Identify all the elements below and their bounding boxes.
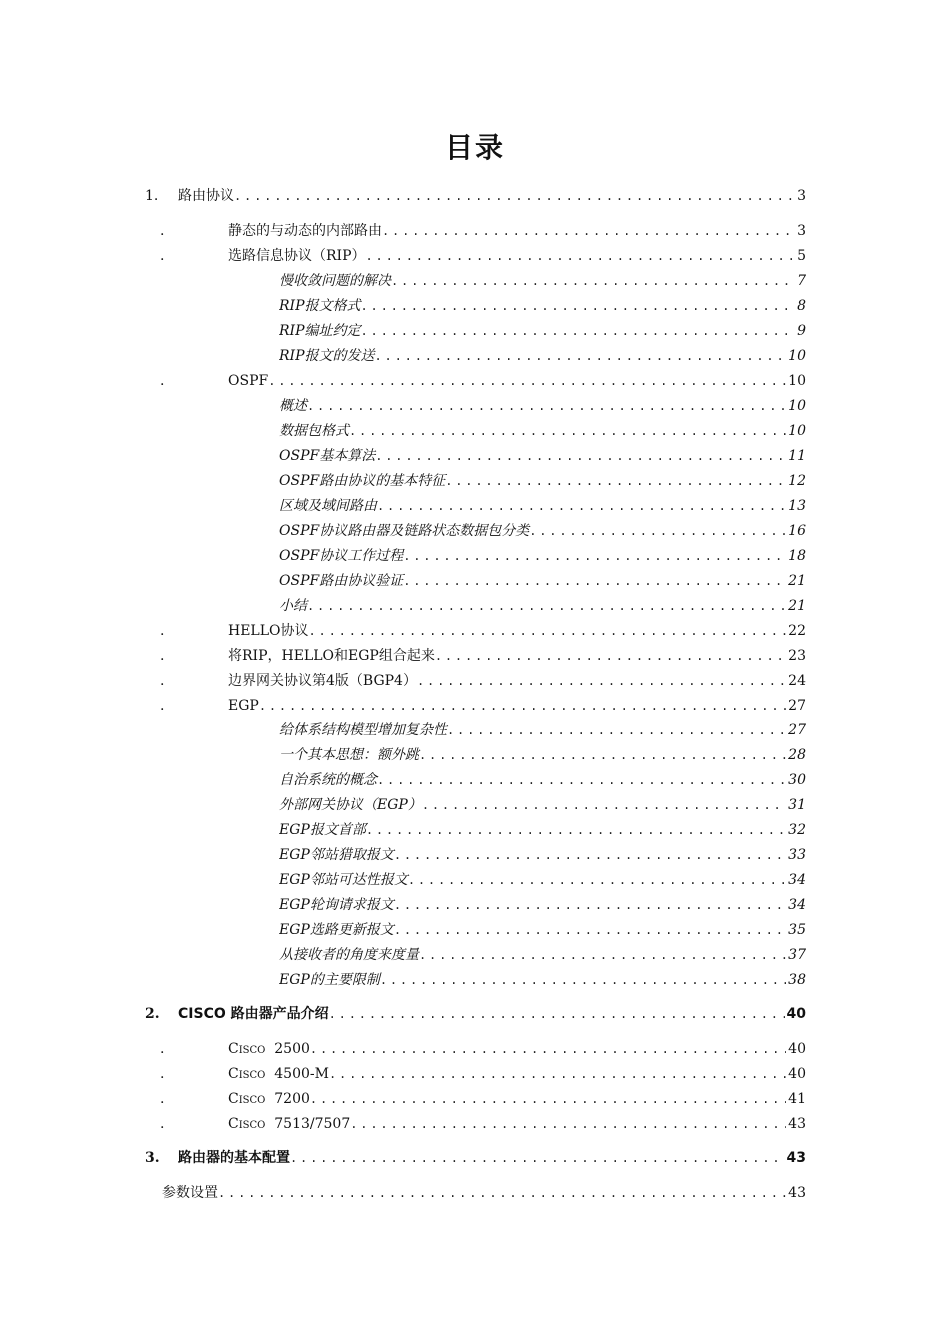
- bullet-dot: .: [160, 648, 165, 664]
- toc-entry[interactable]: 路由协议 . . . 3: [178, 186, 806, 206]
- toc-entry[interactable]: 参数设置 . . . 43: [162, 1183, 806, 1203]
- toc-entry[interactable]: 选路信息协议（RIP） . . . 5: [228, 246, 806, 266]
- toc-entry[interactable]: Cisco 4500-M . . . 40: [228, 1064, 806, 1084]
- bullet-dot: .: [160, 673, 165, 689]
- toc-entry[interactable]: EGP的主要限制 . . . 38: [279, 970, 806, 990]
- bullet-dot: .: [160, 1116, 165, 1132]
- toc-entry[interactable]: EGP邻站猎取报文 . . . 33: [279, 845, 806, 865]
- bullet-dot: .: [160, 623, 165, 639]
- bullet-dot: .: [160, 1091, 165, 1107]
- toc-entry[interactable]: Cisco 7513/7507 . . . 43: [228, 1114, 806, 1134]
- toc-entry[interactable]: RIP报文格式 . . . 8: [279, 296, 806, 316]
- toc-entry[interactable]: EGP . . . 27: [228, 696, 806, 716]
- bullet-dot: .: [160, 1066, 165, 1082]
- toc-entry[interactable]: OSPF协议工作过程 . . . 18: [279, 546, 806, 566]
- toc-entry[interactable]: EGP轮询请求报文 . . . 34: [279, 895, 806, 915]
- toc-entry[interactable]: 区域及域间路由 . . . 13: [279, 496, 806, 516]
- toc-entry[interactable]: 路由器的基本配置 . . . 43: [178, 1148, 806, 1168]
- toc-entry[interactable]: 小结 . . . 21: [279, 596, 806, 616]
- toc-entry[interactable]: 给体系结构模型增加复杂性 . . . 27: [279, 720, 806, 740]
- toc-entry[interactable]: Cisco 2500 . . . 40: [228, 1039, 806, 1059]
- toc-entry[interactable]: 静态的与动态的内部路由 . . . 3: [228, 221, 806, 241]
- bullet-dot: .: [160, 248, 165, 264]
- toc-entry[interactable]: EGP报文首部 . . . 32: [279, 820, 806, 840]
- bullet-dot: .: [160, 1041, 165, 1057]
- section-number: 2.: [145, 1006, 160, 1022]
- toc-entry[interactable]: OSPF . . . 10: [228, 371, 806, 391]
- toc-entry[interactable]: OSPF协议路由器及链路状态数据包分类 . . . 16: [279, 521, 806, 541]
- toc-entry[interactable]: 数据包格式 . . . 10: [279, 421, 806, 441]
- toc-entry[interactable]: 自治系统的概念 . . . 30: [279, 770, 806, 790]
- page-title: 目录: [444, 131, 505, 164]
- toc-entry[interactable]: 边界网关协议第4版（BGP4） . . . 24: [228, 671, 806, 691]
- section-number: 3.: [145, 1150, 160, 1166]
- toc-entry[interactable]: EGP选路更新报文 . . . 35: [279, 920, 806, 940]
- toc-entry[interactable]: HELLO协议 . . . 22: [228, 621, 806, 641]
- toc-entry[interactable]: 慢收敛问题的解决 . . . 7: [279, 271, 806, 291]
- bullet-dot: .: [160, 223, 165, 239]
- toc-entry[interactable]: Cisco 7200 . . . 41: [228, 1089, 806, 1109]
- toc-entry[interactable]: 一个其本思想：额外跳 . . . 28: [279, 745, 806, 765]
- bullet-dot: .: [160, 373, 165, 389]
- toc-entry[interactable]: 概述 . . . 10: [279, 396, 806, 416]
- toc-entry[interactable]: CISCO 路由器产品介绍 . . . 40: [178, 1004, 806, 1024]
- toc-entry[interactable]: OSPF路由协议的基本特征 . . . 12: [279, 471, 806, 491]
- toc-entry[interactable]: OSPF路由协议验证 . . . 21: [279, 571, 806, 591]
- toc-entry[interactable]: 将RIP，HELLO和EGP组合起来 . . . 23: [228, 646, 806, 666]
- toc-entry[interactable]: 从接收者的角度来度量 . . . 37: [279, 945, 806, 965]
- bullet-dot: .: [160, 698, 165, 714]
- toc-entry[interactable]: EGP邻站可达性报文 . . . 34: [279, 870, 806, 890]
- section-number: 1.: [145, 188, 159, 204]
- toc-entry[interactable]: 外部网关协议（EGP） . . . 31: [279, 795, 806, 815]
- toc-entry[interactable]: OSPF基本算法 . . . 11: [279, 446, 806, 466]
- toc-entry[interactable]: RIP编址约定 . . . 9: [279, 321, 806, 341]
- toc-entry[interactable]: RIP报文的发送 . . . 10: [279, 346, 806, 366]
